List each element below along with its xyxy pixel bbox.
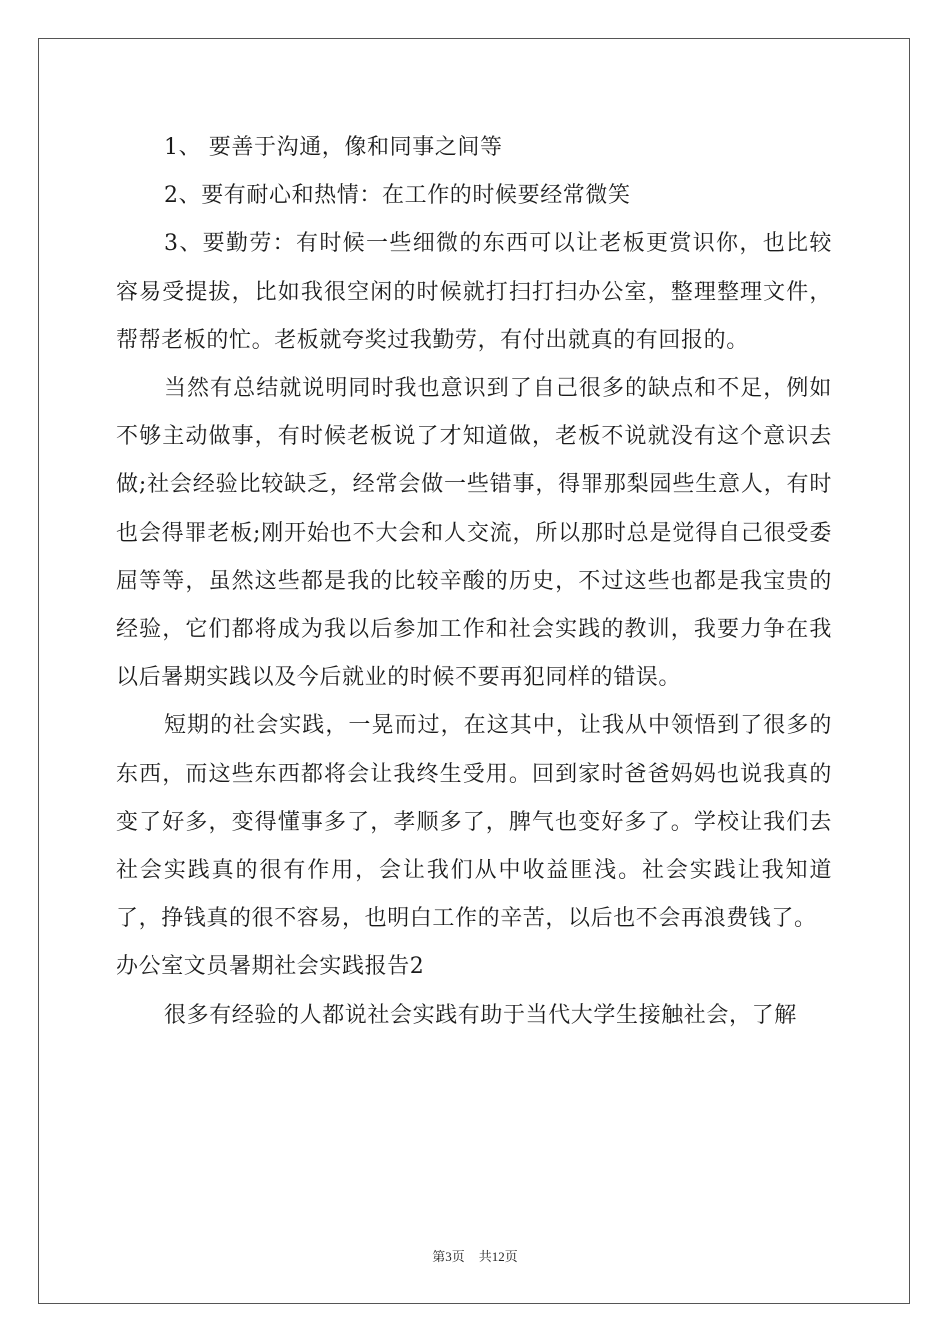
paragraph-3: 3、要勤劳：有时候一些细微的东西可以让老板更赏识你，也比较容易受提拔，比如我很空闲的时候就打扫打扫办公室，整理整理文件，帮帮老板的忙。老板就夸奖过我勤劳，有付出就真的有回报的。: [116, 231, 832, 353]
page-footer: [0, 1246, 950, 1265]
paragraph-2: 2、要有耐心和热情：在工作的时候要经常微笑: [164, 183, 631, 209]
page-total: 共12页: [478, 1249, 518, 1264]
paragraph-5: 短期的社会实践，一晃而过，在这其中，让我从中领悟到了很多的东西，而这些东西都将会让我终生受用。回到家时爸爸妈妈也说我真的变了好多，变得懂事多了，孝顺多了，脾气也变好多了。学校让我们去社会实践真的很有作用，会让我们从中收益匪浅。社会实践让我知道了，挣钱真的很不容易，也明白工作的辛苦，以后也不会再浪费钱了。: [116, 713, 832, 932]
paragraph-1: 1、 要善于沟通，像和同事之间等: [164, 135, 503, 160]
paragraph-6: 很多有经验的人都说社会实践有助于当代大学生接触社会，了解: [164, 1002, 797, 1028]
page-number: 第3页: [432, 1249, 465, 1264]
section-heading: 办公室文员暑期社会实践报告2: [116, 954, 425, 980]
document-body: [116, 124, 832, 1040]
paragraph-4: 当然有总结就说明同时我也意识到了自己很多的缺点和不足，例如不够主动做事，有时候老板说了才知道做，老板不说就没有这个意识去做;社会经验比较缺乏，经常会做一些错事，得罪那梨园些生意人，有时也会得罪老板;刚开始也不大会和人交流，所以那时总是觉得自己很受委屈等等，虽然这些都是我的比较辛酸的历史，不过这些也都是我宝贵的经验，它们都将成为我以后参加工作和社会实践的教训，我要力争在我以后暑期实践以及今后就业的时候不要再犯同样的错误。: [116, 376, 832, 691]
